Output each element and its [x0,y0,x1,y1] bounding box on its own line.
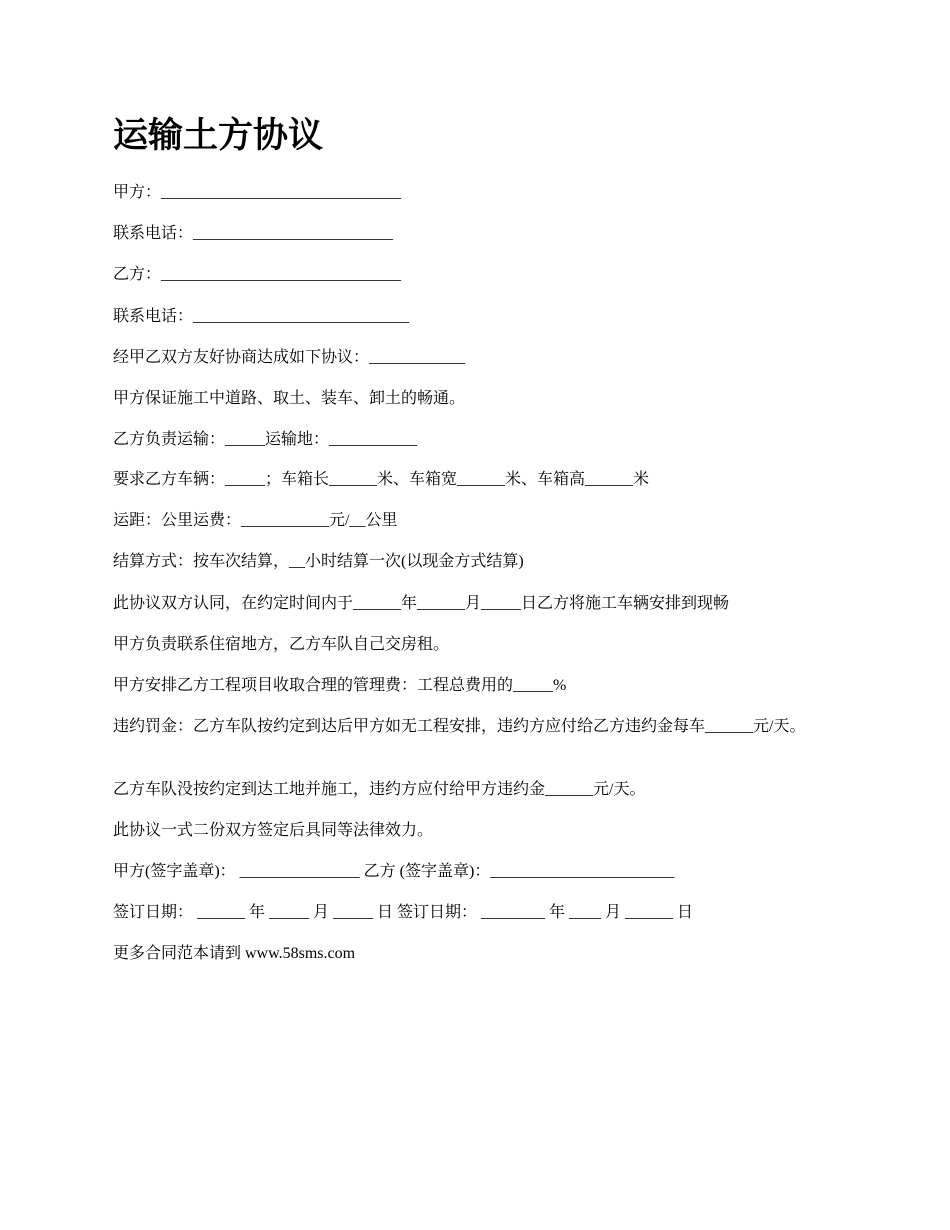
signature-line: 甲方(签字盖章)： _______________ 乙方 (签字盖章)：_______________________ [113,863,675,880]
party-b-phone-line: 联系电话：___________________________ [113,308,410,325]
agreement-intro-line: 经甲乙双方友好协商达成如下协议：____________ [113,349,466,366]
management-fee-clause: 甲方安排乙方工程项目收取合理的管理费：工程总费用的_____% [113,677,567,694]
settlement-clause: 结算方式：按车次结算，__小时结算一次(以现金方式结算) [113,553,524,570]
accommodation-clause: 甲方负责联系住宿地方，乙方车队自己交房租。 [113,636,450,653]
party-a-line: 甲方：______________________________ [113,184,402,201]
vehicle-requirement-clause: 要求乙方车辆：_____；车箱长______米、车箱宽______米、车箱高______米 [113,471,650,488]
party-b-line: 乙方：______________________________ [113,266,402,283]
road-clearance-clause: 甲方保证施工中道路、取土、装车、卸土的畅通。 [113,390,466,407]
transport-clause: 乙方负责运输：_____运输地：___________ [113,431,418,448]
schedule-clause: 此协议双方认同，在约定时间内于______年______月_____日乙方将施工车辆安排到现畅 [113,595,730,612]
penalty-clause-a: 违约罚金：乙方车队按约定到达后甲方如无工程安排，违约方应付给乙方违约金每车______元/天。 [113,718,806,735]
footer-website-line: 更多合同范本请到 www.58sms.com [113,945,356,962]
validity-clause: 此协议一式二份双方签定后具同等法律效力。 [113,822,434,839]
penalty-clause-b: 乙方车队没按约定到达工地并施工，违约方应付给甲方违约金______元/天。 [113,781,646,798]
document-title: 运输土方协议 [113,116,324,156]
freight-rate-clause: 运距：公里运费：___________元/__公里 [113,512,398,529]
party-a-phone-line: 联系电话：_________________________ [113,225,394,242]
signing-date-line: 签订日期： ______ 年 _____ 月 _____ 日 签订日期： ________ 年 ____ 月 ______ 日 [113,904,694,921]
